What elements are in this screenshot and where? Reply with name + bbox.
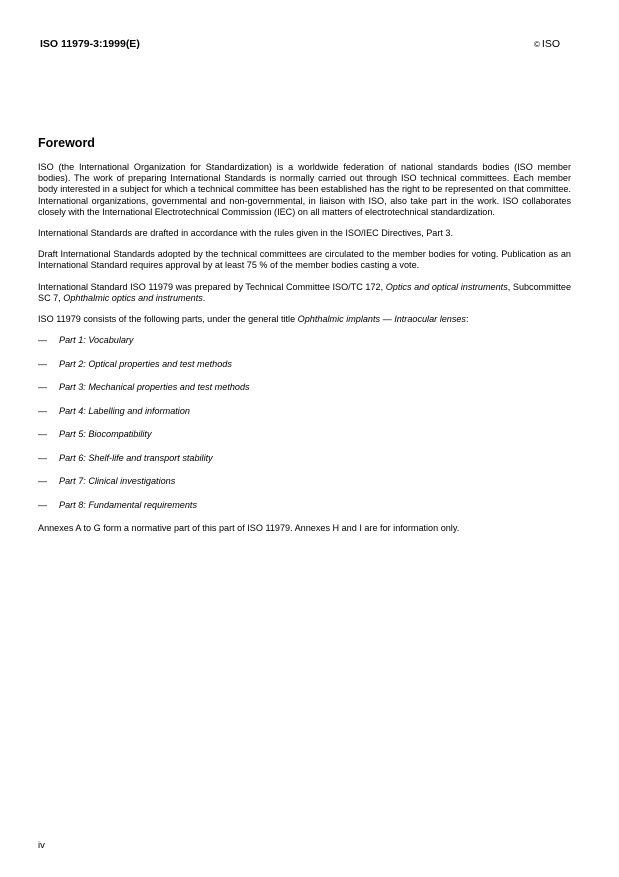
paragraph-annexes: Annexes A to G form a normative part of this part of ISO 11979. Annexes H and I are for information only. — [38, 523, 460, 534]
paragraph-parts-intro — [38, 314, 571, 325]
parts-intro-text-2: : — [465, 314, 469, 325]
paragraph-drafting-rules: International Standards are drafted in accordance with the rules given in the ISO/IEC Directives, Part 3. — [38, 228, 453, 239]
dash-marker: — — [38, 452, 48, 463]
dash-marker: — — [38, 405, 48, 416]
section-title: Foreword — [38, 136, 95, 150]
dash-marker: — — [38, 335, 48, 346]
paragraph-voting: Draft International Standards adopted by the technical committees are circulated to the member bodies for voting. Publication as an International Standard requires approval by at least 75 % of the member bodies casting a vote. — [38, 249, 571, 271]
list-item — [38, 476, 571, 487]
list-item — [38, 335, 571, 346]
dash-marker: — — [38, 499, 48, 510]
committee-title: Optics and optical instruments — [385, 281, 508, 292]
dash-marker: — — [38, 358, 48, 369]
part-title: Part 8: Fundamental requirements — [59, 499, 197, 510]
list-item — [38, 453, 571, 464]
copyright-notice — [534, 38, 560, 50]
parts-list — [38, 335, 571, 511]
parts-intro-text-1: ISO 11979 consists of the following parts, under the general title — [38, 314, 298, 325]
prepared-by-text-3: . — [202, 292, 206, 303]
paragraph-iso-intro: ISO (the International Organization for Standardization) is a worldwide federation of national standards bodies (ISO member bodies). The work of preparing International Standards is normally carried out through ISO technical committees. Each member body interested in a subject for which a technical committee has been established has the right to be represented on that committee. International organizations, governmental and non-governmental, in liaison with ISO, also take part in the work. ISO collaborates closely with the International Electrotechnical Commission (IEC) on all matters of electrotechnical standardization. — [38, 162, 571, 217]
dash-marker: — — [38, 476, 48, 487]
list-item — [38, 406, 571, 417]
list-item — [38, 382, 571, 393]
part-title: Part 7: Clinical investigations — [59, 476, 176, 487]
foreword-body — [38, 162, 571, 544]
part-title: Part 3: Mechanical properties and test methods — [59, 382, 250, 393]
dash-marker: — — [38, 429, 48, 440]
prepared-by-text-1: International Standard ISO 11979 was prepared by Technical Committee ISO/TC 172, — [38, 281, 386, 292]
part-title: Part 1: Vocabulary — [59, 335, 134, 346]
part-title: Part 5: Biocompatibility — [59, 429, 152, 440]
paragraph-prepared-by — [38, 282, 571, 304]
list-item — [38, 359, 571, 370]
dash-marker: — — [38, 382, 48, 393]
list-item — [38, 429, 571, 440]
subcommittee-title: Ophthalmic optics and instruments — [63, 292, 203, 303]
page-number: iv — [38, 840, 45, 851]
prepared-by-text-2: , Subcommittee SC 7, — [38, 281, 571, 303]
part-title: Part 2: Optical properties and test methods — [59, 358, 232, 369]
copyright-symbol: © — [534, 40, 540, 49]
part-title: Part 6: Shelf-life and transport stability — [59, 452, 213, 463]
part-title: Part 4: Labelling and information — [59, 405, 190, 416]
general-title: Ophthalmic implants — Intraocular lenses — [297, 314, 466, 325]
copyright-org: ISO — [541, 38, 560, 50]
document-id: ISO 11979-3:1999(E) — [40, 38, 140, 50]
list-item — [38, 500, 571, 511]
